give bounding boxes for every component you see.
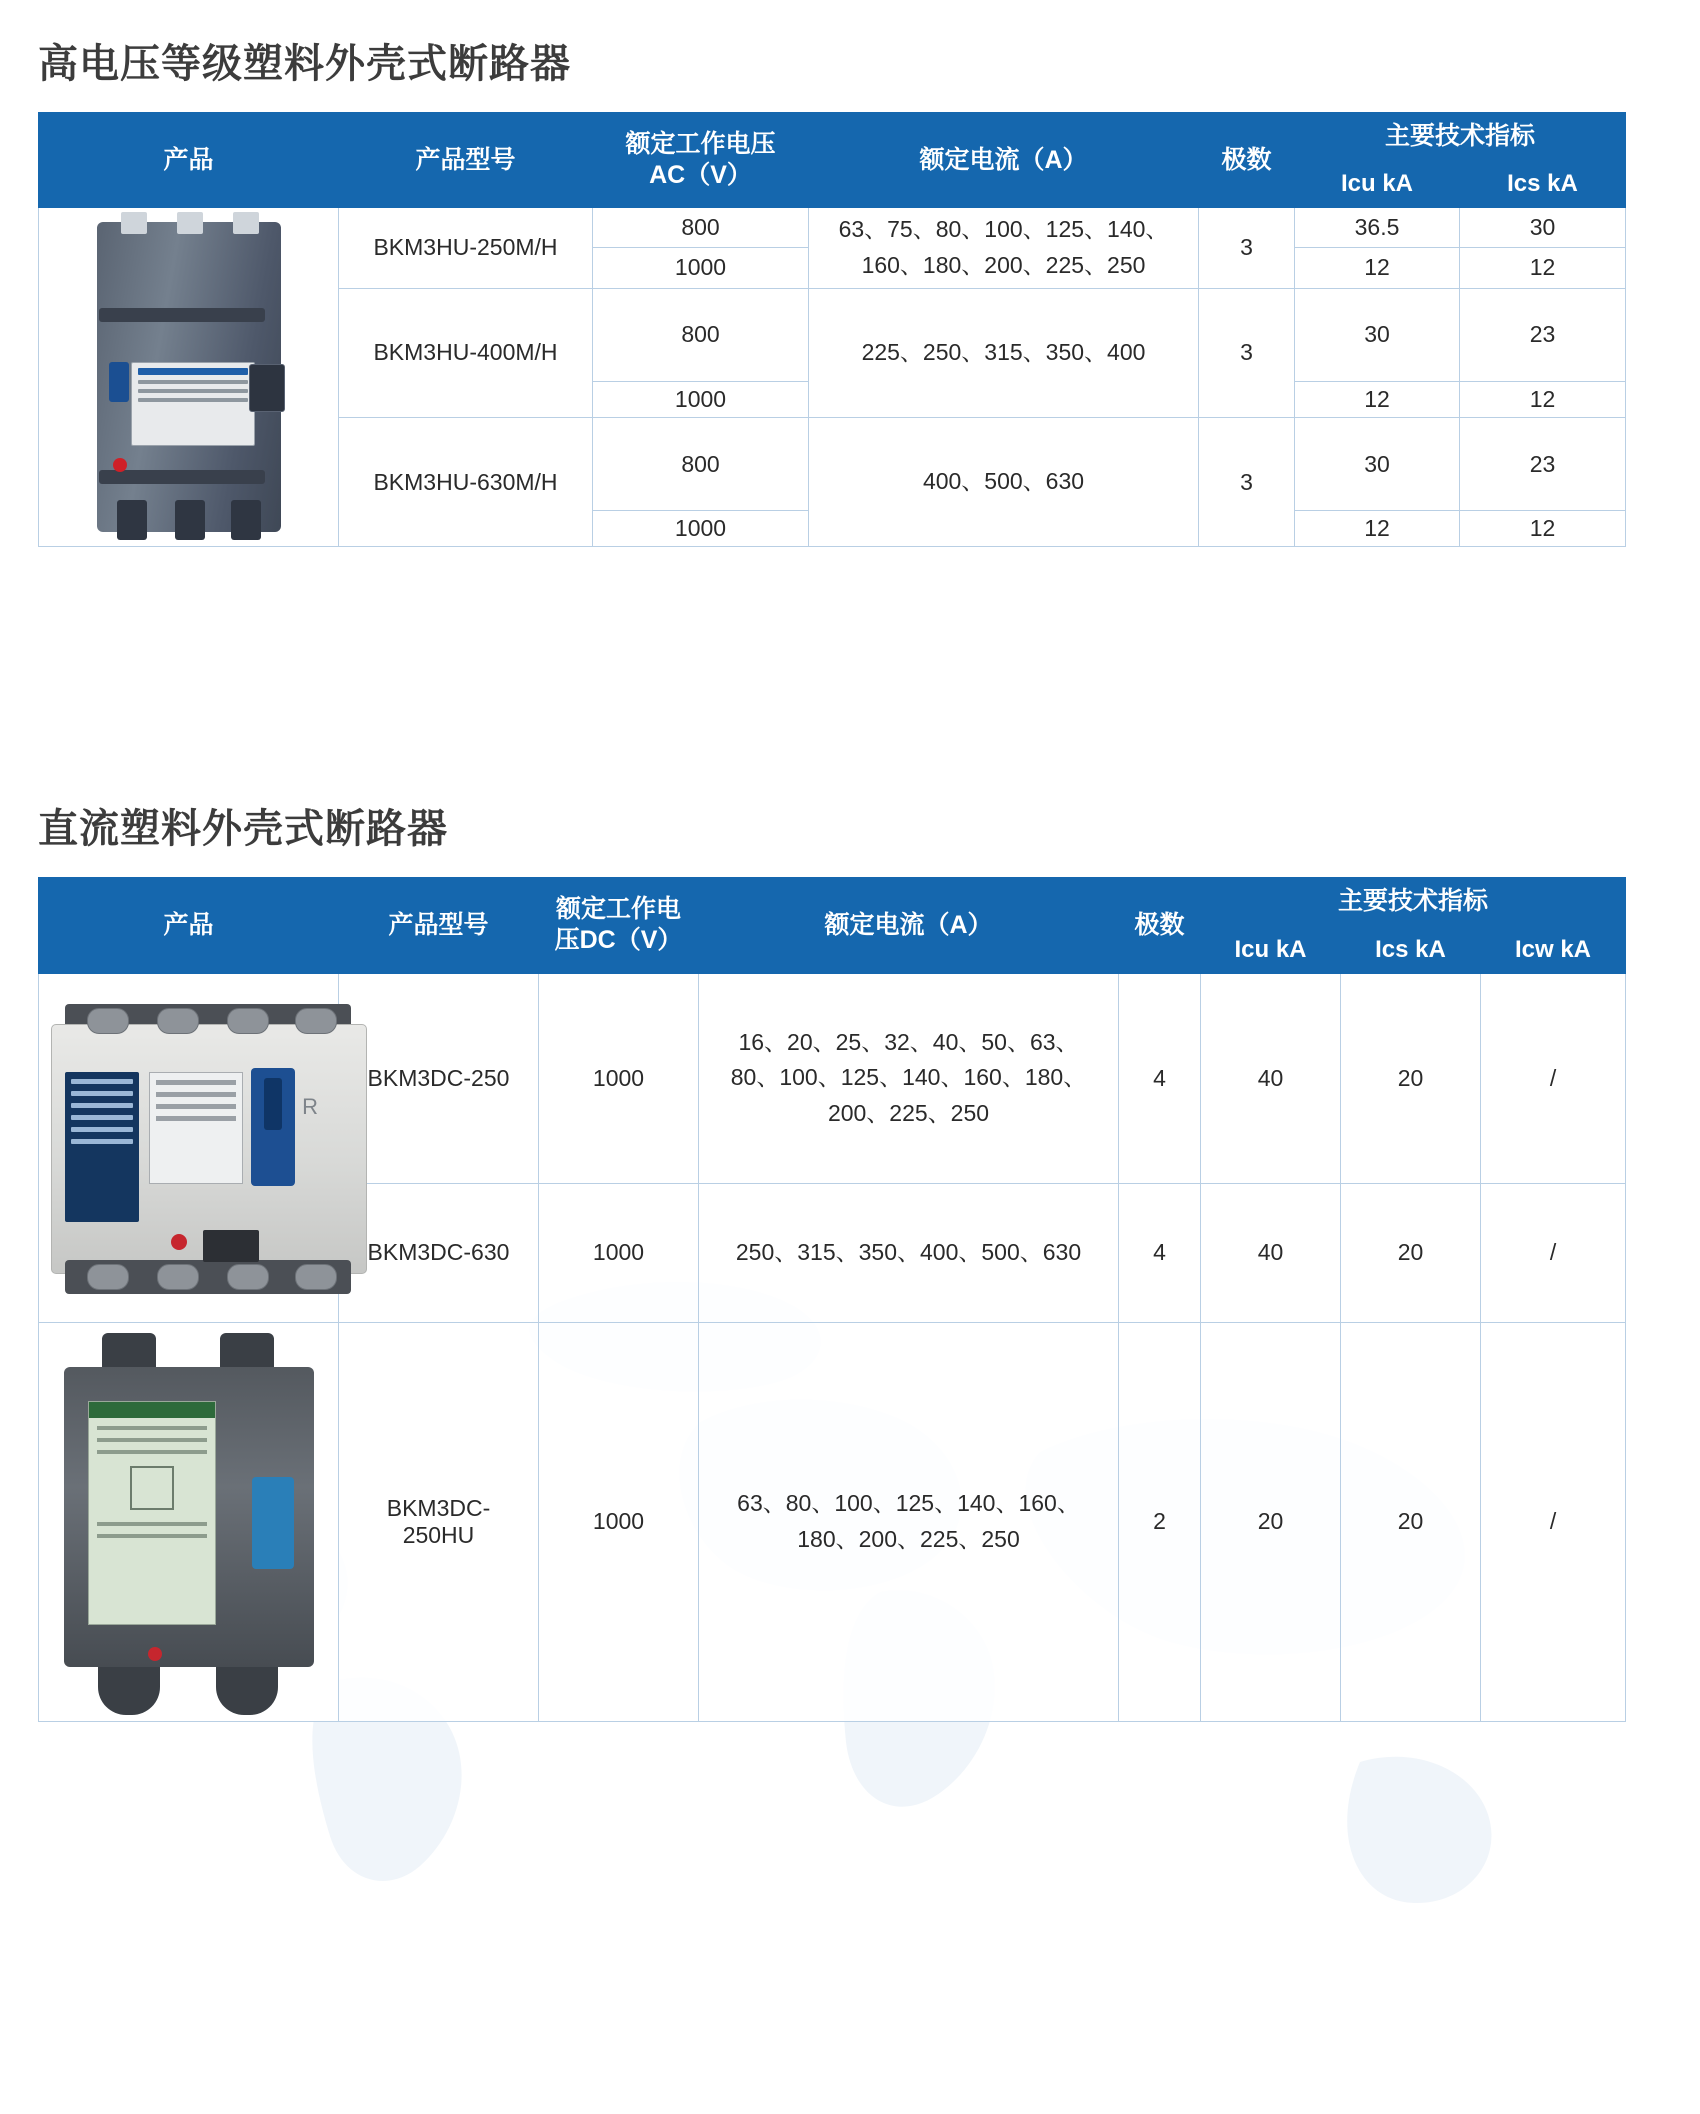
th-model: 产品型号 <box>339 878 539 973</box>
th-main-specs: 主要技术指标 <box>1295 113 1626 161</box>
current-line2: 80、100、125、140、160、180、 <box>730 1064 1087 1091</box>
section-dc-mccb <box>0 807 1700 1721</box>
ics-cell: 23 <box>1460 417 1626 510</box>
th-rated-voltage <box>593 113 809 208</box>
current-cell <box>809 208 1199 288</box>
th-rated-voltage-line1: 额定工作电 <box>555 895 681 924</box>
ics-cell: 12 <box>1460 381 1626 417</box>
poles-cell: 3 <box>1199 288 1295 417</box>
th-rated-current: 额定电流（A） <box>699 878 1119 973</box>
voltage-cell: 1000 <box>593 381 809 417</box>
section-high-voltage-mccb <box>0 42 1700 547</box>
model-cell: BKM3HU-250M/H <box>339 208 593 288</box>
breaker-illustration-3p <box>43 212 334 542</box>
table-row <box>39 208 1626 248</box>
table-row <box>39 973 1626 1183</box>
voltage-cell: 1000 <box>593 511 809 547</box>
th-icw: Icw kA <box>1481 926 1626 973</box>
th-product: 产品 <box>39 113 339 208</box>
th-ics: Ics kA <box>1460 161 1626 208</box>
th-rated-voltage-line2: 压DC（V） <box>554 926 683 955</box>
icu-cell: 12 <box>1295 248 1460 288</box>
current-line2: 180、200、225、250 <box>797 1525 1020 1552</box>
model-cell: BKM3DC-630 <box>339 1183 539 1322</box>
current-line1: 63、80、100、125、140、160、 <box>737 1489 1080 1516</box>
th-icu: Icu kA <box>1295 161 1460 208</box>
current-line3: 200、225、250 <box>827 1099 990 1126</box>
high-voltage-mccb-table <box>38 112 1626 547</box>
voltage-cell: 1000 <box>539 1322 699 1721</box>
icw-cell: / <box>1481 1183 1626 1322</box>
mccb-3p-icon <box>79 212 299 542</box>
voltage-cell: 800 <box>593 288 809 381</box>
current-line1: 16、20、25、32、40、50、63、 <box>738 1028 1079 1055</box>
ics-cell: 12 <box>1460 511 1626 547</box>
current-cell: 400、500、630 <box>809 417 1199 546</box>
dc-mccb-4p-icon: R <box>43 998 334 1298</box>
ics-cell: 23 <box>1460 288 1626 381</box>
icw-cell: / <box>1481 973 1626 1183</box>
icu-cell: 40 <box>1201 1183 1341 1322</box>
model-line1: BKM3DC- <box>386 1494 491 1521</box>
ics-cell: 30 <box>1460 208 1626 248</box>
voltage-cell: 1000 <box>593 248 809 288</box>
icu-cell: 36.5 <box>1295 208 1460 248</box>
poles-cell: 2 <box>1119 1322 1201 1721</box>
poles-cell: 4 <box>1119 973 1201 1183</box>
poles-cell: 3 <box>1199 417 1295 546</box>
current-line2: 160、180、200、225、250 <box>861 251 1146 278</box>
icu-cell: 20 <box>1201 1322 1341 1721</box>
voltage-cell: 800 <box>593 417 809 510</box>
th-rated-voltage-line2: AC（V） <box>649 161 752 190</box>
th-ics: Ics kA <box>1341 926 1481 973</box>
current-cell: 250、315、350、400、500、630 <box>699 1183 1119 1322</box>
model-cell: BKM3HU-630M/H <box>339 417 593 546</box>
poles-cell: 4 <box>1119 1183 1201 1322</box>
breaker-illustration-2p <box>43 1327 334 1717</box>
ics-cell: 12 <box>1460 248 1626 288</box>
icu-cell: 12 <box>1295 381 1460 417</box>
dc-mccb-2p-icon <box>44 1327 334 1717</box>
product-image-cell-2p <box>39 1322 339 1721</box>
voltage-cell: 1000 <box>539 1183 699 1322</box>
icw-cell: / <box>1481 1322 1626 1721</box>
icu-cell: 30 <box>1295 417 1460 510</box>
ics-cell: 20 <box>1341 1322 1481 1721</box>
voltage-cell: 800 <box>593 208 809 248</box>
th-rated-voltage <box>539 878 699 973</box>
section-title: 直流塑料外壳式断路器 <box>38 807 448 852</box>
product-spec-page <box>0 42 1700 1722</box>
th-rated-current: 额定电流（A） <box>809 113 1199 208</box>
voltage-cell: 1000 <box>539 973 699 1183</box>
th-rated-voltage-line1: 额定工作电压 <box>625 129 776 158</box>
current-cell <box>699 1322 1119 1721</box>
th-poles: 极数 <box>1119 878 1201 973</box>
th-product: 产品 <box>39 878 339 973</box>
dc-mccb-table <box>38 877 1626 1721</box>
th-icu: Icu kA <box>1201 926 1341 973</box>
ics-cell: 20 <box>1341 1183 1481 1322</box>
model-line2: 250HU <box>402 1521 475 1548</box>
breaker-illustration-4p <box>43 998 334 1298</box>
model-cell: BKM3DC-250 <box>339 973 539 1183</box>
product-image-cell-4p <box>39 973 339 1322</box>
model-cell <box>339 1322 539 1721</box>
icu-cell: 40 <box>1201 973 1341 1183</box>
icu-cell: 30 <box>1295 288 1460 381</box>
ics-cell: 20 <box>1341 973 1481 1183</box>
current-cell: 225、250、315、350、400 <box>809 288 1199 417</box>
th-poles: 极数 <box>1199 113 1295 208</box>
current-line1: 63、75、80、100、125、140、 <box>838 216 1169 243</box>
th-model: 产品型号 <box>339 113 593 208</box>
th-main-specs: 主要技术指标 <box>1201 878 1626 926</box>
table-row <box>39 1322 1626 1721</box>
section-title: 高电压等级塑料外壳式断路器 <box>38 42 571 86</box>
poles-cell: 3 <box>1199 208 1295 288</box>
icu-cell: 12 <box>1295 511 1460 547</box>
product-image-cell-3p <box>39 208 339 547</box>
model-cell: BKM3HU-400M/H <box>339 288 593 417</box>
current-cell <box>699 973 1119 1183</box>
